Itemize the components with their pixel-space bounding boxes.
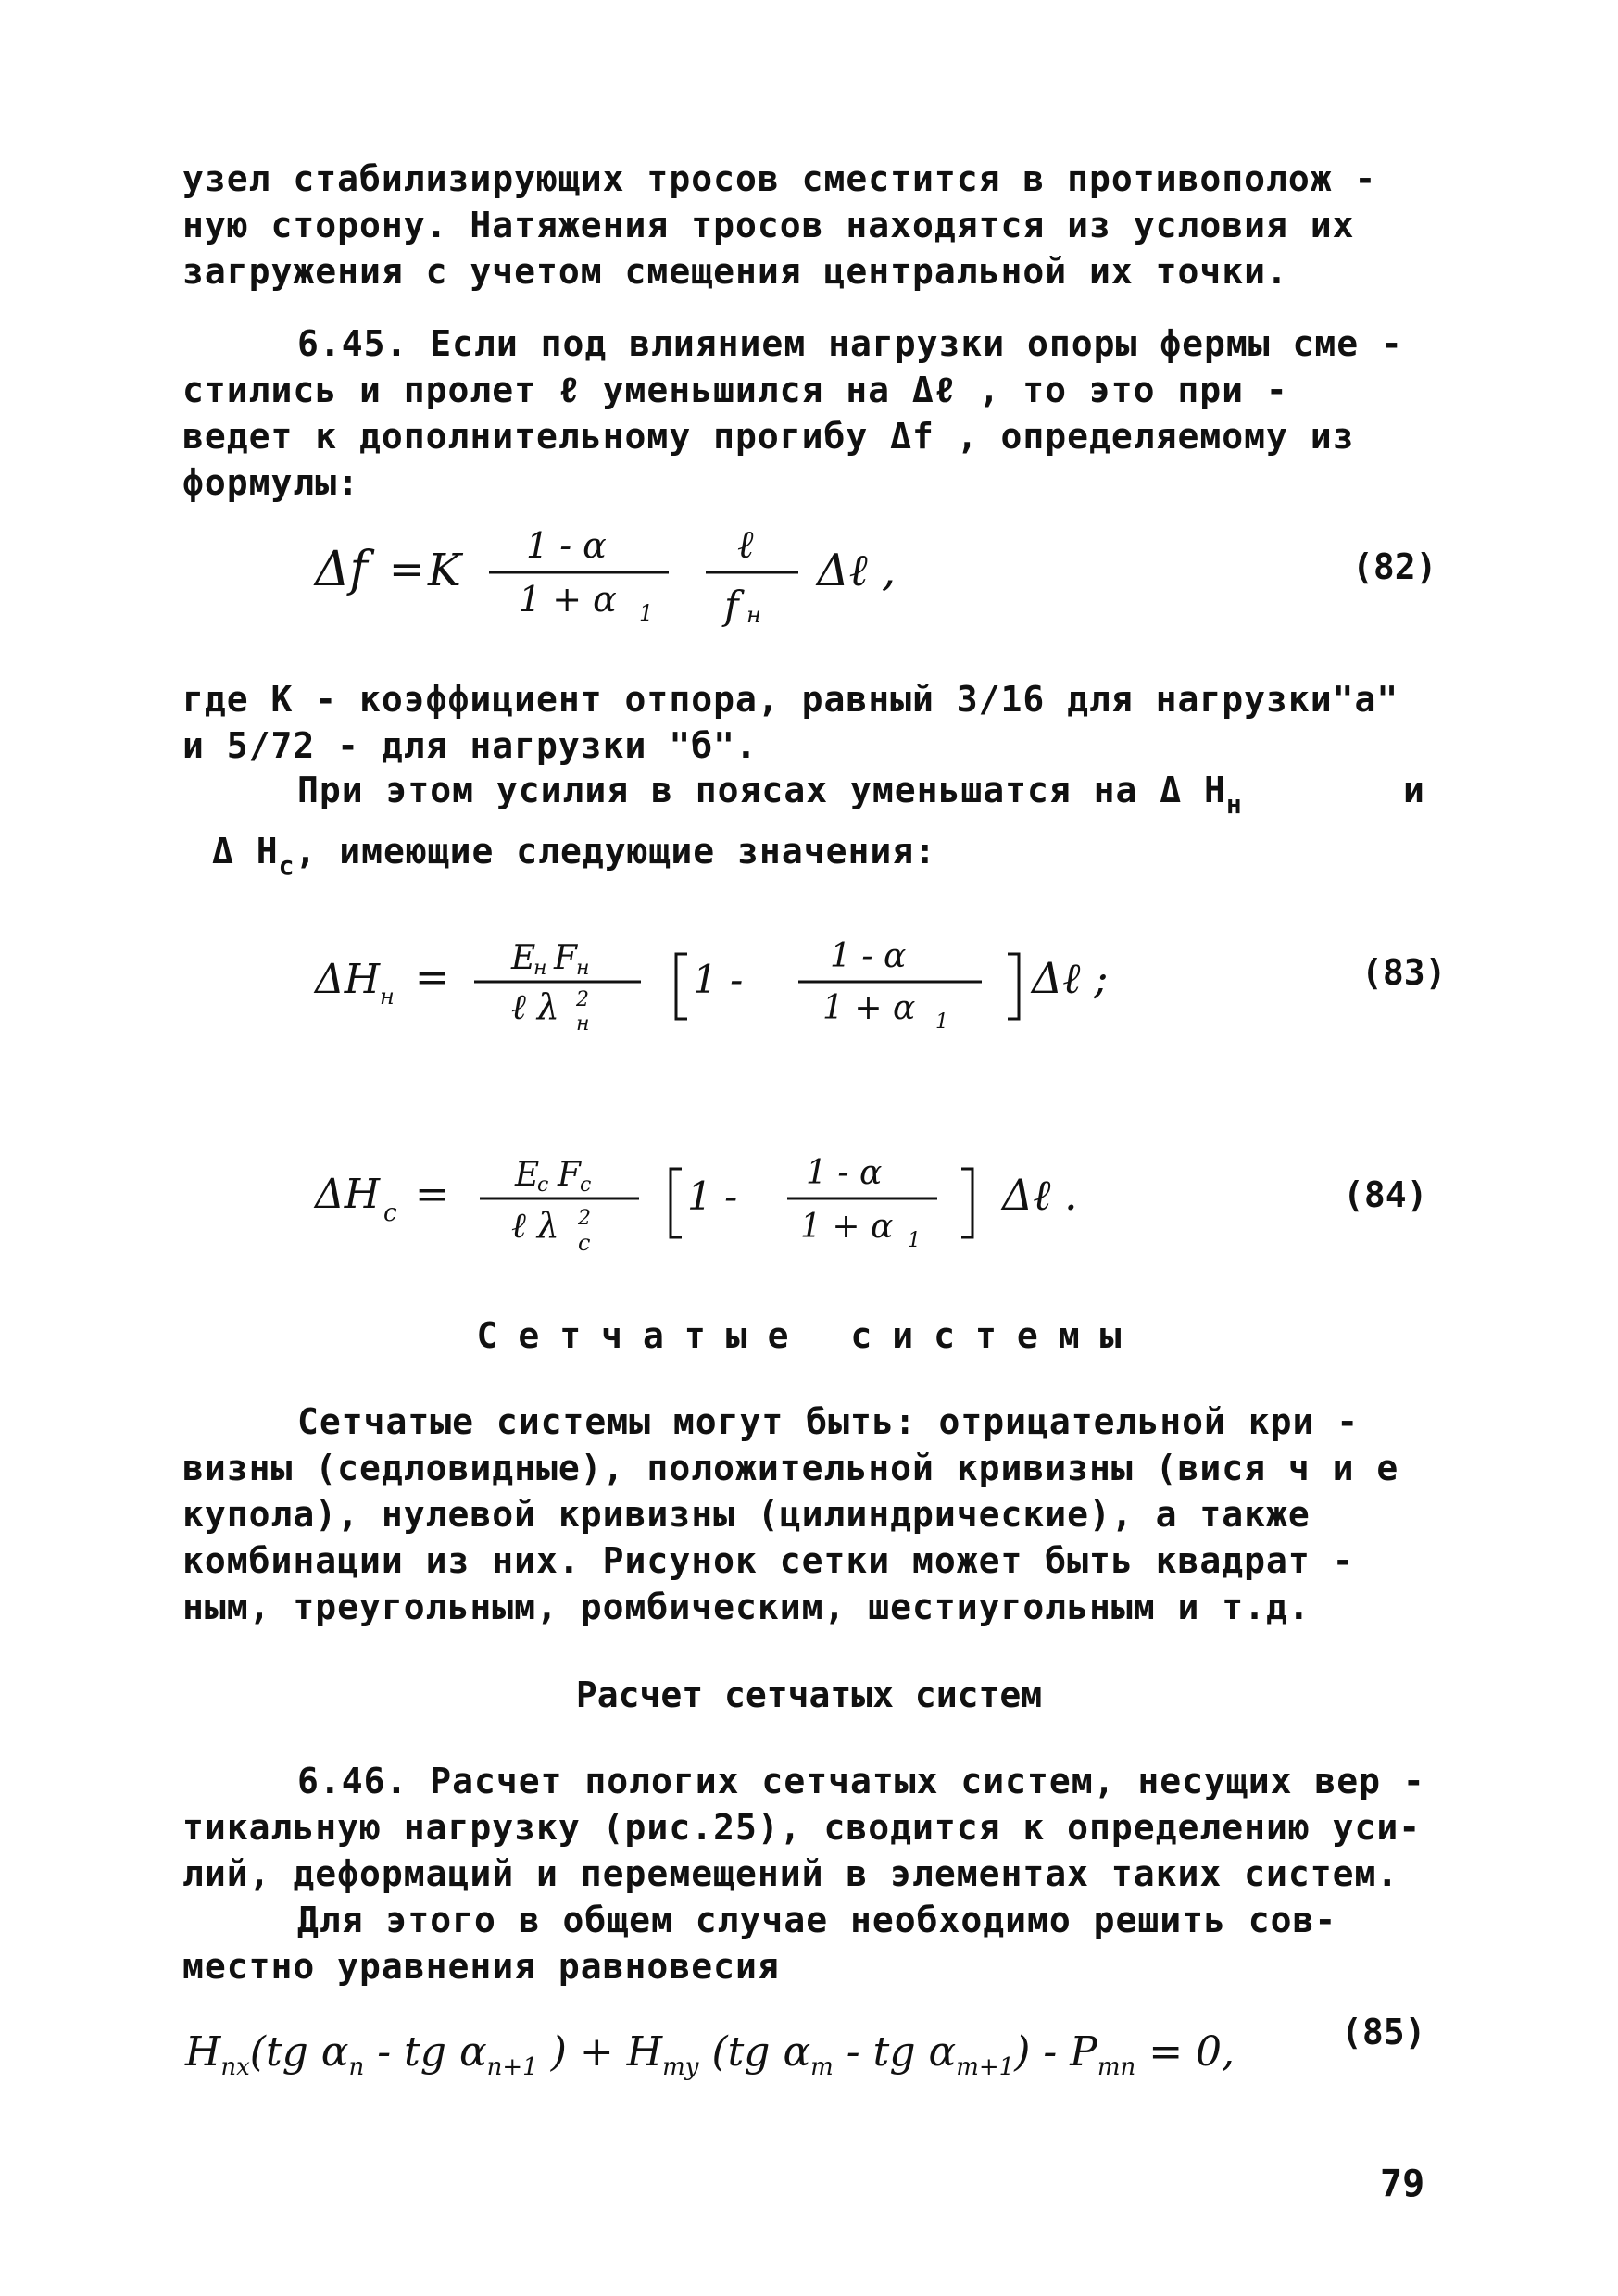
text-line [182, 767, 1442, 828]
equation-number-85: (85) [1341, 2012, 1426, 2052]
eq85-part: = 0, [1135, 2028, 1235, 2076]
text-fragment: и [1403, 770, 1425, 810]
eq85-part: ) + H [537, 2028, 663, 2076]
eq82-den1: 1 + α [519, 579, 617, 620]
eq84-equals: = [415, 1171, 449, 1218]
eq82-tail: Δℓ , [817, 545, 897, 596]
eq84-num-e: E [515, 1156, 540, 1194]
equation-83 [0, 926, 1618, 1035]
text-line: купола), нулевой кривизны (цилиндрические), а также [182, 1494, 1311, 1535]
paragraph-coefficient [182, 676, 1442, 769]
paragraph-6-45 [182, 320, 1442, 506]
eq85-part: - tg α [364, 2028, 487, 2076]
eq83-num-sub1: н [533, 957, 547, 980]
text-line: тикальную нагрузку (рис.25), сводится к определению уси- [182, 1807, 1422, 1848]
eq82-den1-sub: 1 [639, 600, 654, 626]
text-line: ным, треугольным, ромбическим, шестиугольным и т.д. [182, 1587, 1311, 1627]
section-heading: Сетчатые системы [476, 1315, 1142, 1356]
page-number: 79 [1380, 2163, 1425, 2205]
eq85-part: (tg α [698, 2028, 811, 2076]
eq83-den: ℓ λ [511, 986, 559, 1027]
text-line: Для этого в общем случае необходимо решить сов- [297, 1900, 1337, 1940]
text-line: 6.45. Если под влиянием нагрузки опоры фермы сме - [297, 323, 1403, 364]
eq85-sub: n [348, 2053, 365, 2081]
equation-84 [0, 1141, 1618, 1256]
eq83-num-sub2: н [576, 957, 590, 980]
eq84-fnum: 1 - α [806, 1154, 883, 1192]
eq82-den2-sub: н [746, 602, 761, 628]
eq84-num-f: F [558, 1156, 581, 1194]
subscript-n: н [1225, 789, 1243, 820]
eq84-lhs: ΔH [315, 1171, 381, 1218]
eq84-fden: 1 + α [800, 1208, 894, 1246]
subsection-heading: Расчет сетчатых систем [575, 1675, 1043, 1715]
eq83-num-e: E [511, 939, 536, 977]
eq84-left-bracket [671, 1169, 682, 1237]
eq83-left-bracket [676, 954, 687, 1019]
text-line: комбинации из них. Рисунок сетки может быть квадрат - [182, 1540, 1355, 1581]
eq85-sub: mn [1097, 2053, 1136, 2081]
text-line: ную сторону. Натяжения тросов находятся из условия их [182, 205, 1355, 245]
eq82-num1: 1 - α [526, 525, 607, 566]
eq82-lhs: Δf [315, 542, 368, 597]
equation-82 [0, 519, 1618, 628]
eq82-den2: f [724, 583, 739, 628]
text-fragment: , имеющие следующие значения: [295, 831, 936, 872]
eq84-tail: Δℓ . [1002, 1170, 1078, 1220]
eq82-num2: ℓ [737, 521, 754, 567]
text-line: ведет к дополнительному прогибу Δf , определяемому из [182, 416, 1355, 457]
text-line: 6.46. Расчет пологих сетчатых систем, несущих вер - [297, 1761, 1425, 1801]
equation-number-83: (83) [1361, 952, 1447, 993]
eq84-one-minus: 1 - [687, 1173, 738, 1219]
equation-85 [0, 2001, 1618, 2102]
eq85-part: H [185, 2028, 221, 2076]
eq83-one-minus: 1 - [693, 957, 744, 1002]
eq84-num-sub1: c [537, 1173, 549, 1197]
eq85-expression [184, 2028, 1235, 2081]
eq85-sub: m+1 [956, 2053, 1015, 2081]
eq84-lhs-sub: c [383, 1199, 397, 1227]
text-fragment: При этом усилия в поясах уменьшатся на Δ H [297, 770, 1226, 810]
eq83-den-sub: н [576, 1012, 590, 1035]
eq82-equals: = [389, 544, 425, 594]
eq83-den-sup: 2 [576, 988, 589, 1011]
eq83-equals: = [415, 954, 449, 1001]
eq84-den-sup: 2 [578, 1207, 591, 1230]
paragraph-mesh-systems [182, 1399, 1442, 1630]
eq83-num-f: F [554, 939, 577, 977]
text-line [182, 828, 1442, 889]
paragraph-6-46 [182, 1758, 1442, 1989]
text-line: местно уравнения равновесия [182, 1946, 780, 1987]
eq85-part: ) - P [1014, 2028, 1097, 2076]
eq84-den: ℓ λ [511, 1205, 559, 1246]
eq82-k: K [428, 545, 461, 596]
eq85-sub: n+1 [486, 2053, 538, 2081]
eq85-sub: my [662, 2053, 699, 2081]
eq85-part: - tg α [833, 2028, 957, 2076]
text-line: Сетчатые системы могут быть: отрицательной кри - [297, 1401, 1360, 1442]
text-line: загружения с учетом смещения центральной их точки. [182, 251, 1288, 292]
text-line: узел стабилизирующих тросов сместится в противополож - [182, 158, 1377, 199]
eq85-sub: nx [220, 2053, 250, 2081]
eq83-tail: Δℓ ; [1032, 953, 1109, 1003]
equation-number-82: (82) [1352, 546, 1437, 587]
eq84-right-bracket [961, 1169, 972, 1237]
equation-number-84: (84) [1343, 1174, 1428, 1215]
eq85-sub: m [810, 2053, 834, 2081]
subscript-c: с [278, 850, 295, 881]
paragraph-continuation [182, 156, 1442, 295]
text-line: визны (седловидные), положительной кривизны (вися ч и е [182, 1448, 1399, 1488]
eq85-part: (tg α [249, 2028, 349, 2076]
paragraph-belts [182, 767, 1442, 889]
eq84-fden-sub: 1 [908, 1229, 921, 1252]
eq84-num-sub2: c [580, 1173, 592, 1197]
text-line: где К - коэффициент отпора, равный 3/16 для нагрузки"а" [182, 679, 1399, 720]
eq83-right-bracket [1008, 954, 1019, 1019]
eq84-den-sub: c [578, 1230, 591, 1256]
eq83-fnum: 1 - α [830, 937, 907, 975]
text-line: стились и пролет ℓ уменьшился на Δℓ , то это при - [182, 370, 1288, 410]
eq83-lhs: ΔH [315, 956, 381, 1003]
eq83-fden: 1 + α [822, 989, 916, 1027]
text-fragment: Δ H [212, 831, 279, 872]
eq83-fden-sub: 1 [935, 1010, 948, 1034]
text-line: лий, деформаций и перемещений в элементах таких систем. [182, 1853, 1399, 1894]
text-line: и 5/72 - для нагрузки "б". [182, 725, 758, 766]
text-line: формулы: [182, 462, 360, 503]
eq83-lhs-sub: н [380, 984, 395, 1010]
